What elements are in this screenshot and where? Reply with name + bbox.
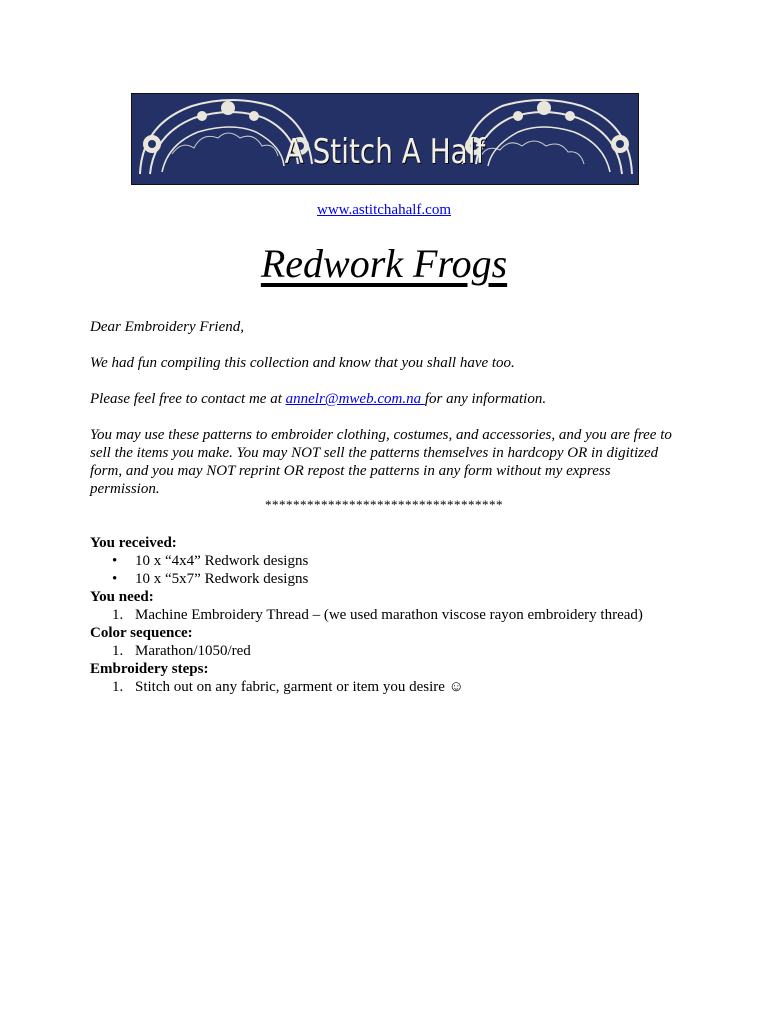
color-heading: Color sequence: bbox=[90, 625, 193, 641]
license-line: form, and you may NOT reprint OR repost the patterns in any form without my express bbox=[90, 463, 611, 479]
bullet-icon: • bbox=[112, 571, 118, 587]
list-number: 1. bbox=[112, 679, 124, 695]
separator-stars: ********************************** bbox=[265, 497, 503, 512]
bullet-icon: • bbox=[112, 553, 118, 569]
list-number: 1. bbox=[112, 607, 124, 623]
intro-text: We had fun compiling this collection and know that you shall have too. bbox=[90, 355, 515, 371]
received-heading: You received: bbox=[90, 535, 177, 551]
license-line: permission. bbox=[90, 481, 160, 497]
list-item: 1. Machine Embroidery Thread – (we used marathon viscose rayon embroidery thread) bbox=[112, 607, 643, 623]
license-text bbox=[90, 426, 710, 498]
banner-title: A Stitch A Half bbox=[284, 132, 486, 172]
license-line: You may use these patterns to embroider clothing, costumes, and accessories, and you are free to bbox=[90, 427, 672, 443]
page-title: Redwork Frogs bbox=[260, 241, 508, 286]
contact-before: Please feel free to contact me at bbox=[90, 391, 286, 407]
list-item: 1. Marathon/1050/red bbox=[112, 643, 251, 659]
website-link[interactable]: www.astitchahalf.com bbox=[317, 202, 451, 218]
steps-heading: Embroidery steps: bbox=[90, 661, 209, 677]
list-item: • 10 x “4x4” Redwork designs bbox=[112, 553, 309, 569]
contact-line bbox=[90, 390, 690, 408]
list-number: 1. bbox=[112, 643, 124, 659]
need-heading: You need: bbox=[90, 589, 154, 605]
list-item: • 10 x “5x7” Redwork designs bbox=[112, 571, 309, 587]
list-item: 1. Stitch out on any fabric, garment or item you desire ☺ bbox=[112, 679, 464, 695]
greeting: Dear Embroidery Friend, bbox=[90, 319, 244, 335]
license-line: sell the items you make. You may NOT sell the patterns themselves in hardcopy OR in digitized bbox=[90, 445, 659, 461]
header-banner bbox=[131, 93, 639, 185]
contact-after: for any information. bbox=[424, 391, 547, 407]
email-link[interactable]: annelr@mweb.com.na bbox=[285, 391, 425, 407]
